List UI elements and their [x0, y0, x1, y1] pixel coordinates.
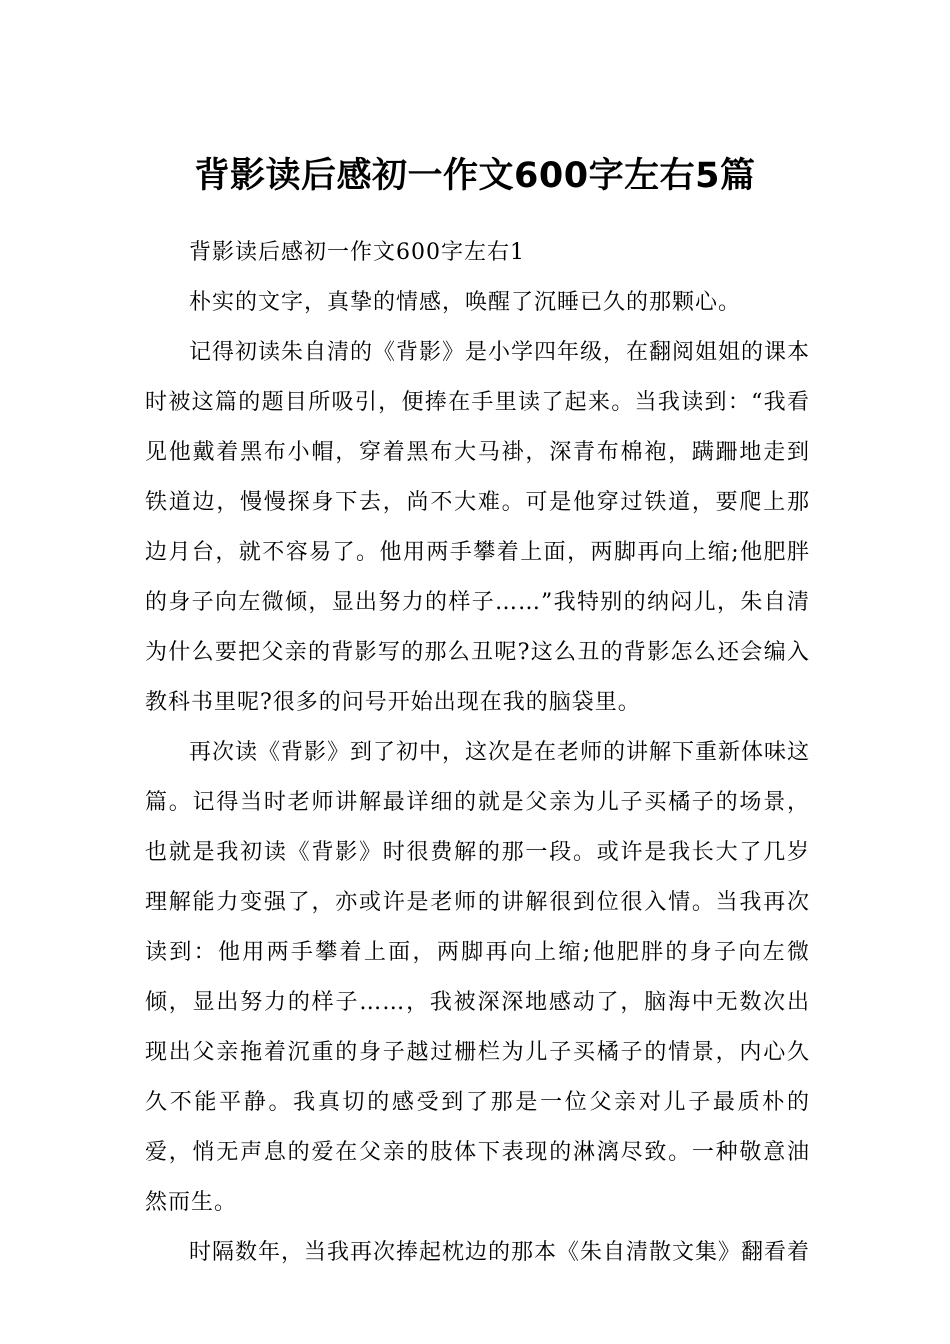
section-heading: 背影读后感初一作文600字左右1 — [189, 240, 525, 265]
paragraph: 记得初读朱自清的《背影》是小学四年级，在翻阅姐姐的课本时被这篇的题目所吸引，便捧在手里读了起来。当我读到：“我看见他戴着黑布小帽，穿着黑布大马褂，深青布棉袍，蹒跚地走到铁道边，慢慢探身下去，尚不大难。可是他穿过铁道，要爬上那边月台，就不容易了。他用两手攀着上面，两脚再向上缩;他肥胖的身子向左微倾，显出努力的样子……”我特别的纳闷儿，朱自清为什么要把父亲的背影写的那么丑呢?这么丑的背影怎么还会编入教科书里呢?很多的问号开始出现在我的脑袋里。 — [145, 340, 811, 715]
paragraph: 朴实的文字，真挚的情感，唤醒了沉睡已久的那颗心。 — [189, 290, 742, 315]
document-title: 背影读后感初一作文600字左右5篇 — [194, 156, 756, 197]
paragraph: 再次读《背影》到了初中，这次是在老师的讲解下重新体味这篇。记得当时老师讲解最详细的就是父亲为儿子买橘子的场景，也就是我初读《背影》时很费解的那一段。或许是我长大了几岁理解能力变强了，亦或许是老师的讲解很到位很入情。当我再次读到：他用两手攀着上面，两脚再向上缩;他肥胖的身子向左微倾，显出努力的样子……，我被深深地感动了，脑海中无数次出现出父亲拖着沉重的身子越过栅栏为儿子买橘子的情景，内心久久不能平静。我真切的感受到了那是一位父亲对儿子最质朴的爱，悄无声息的爱在父亲的肢体下表现的淋漓尽致。一种敬意油然而生。 — [145, 740, 811, 1215]
paragraph: 时隔数年，当我再次捧起枕边的那本《朱自清散文集》翻看着 — [189, 1240, 811, 1265]
document-body — [145, 228, 810, 1278]
